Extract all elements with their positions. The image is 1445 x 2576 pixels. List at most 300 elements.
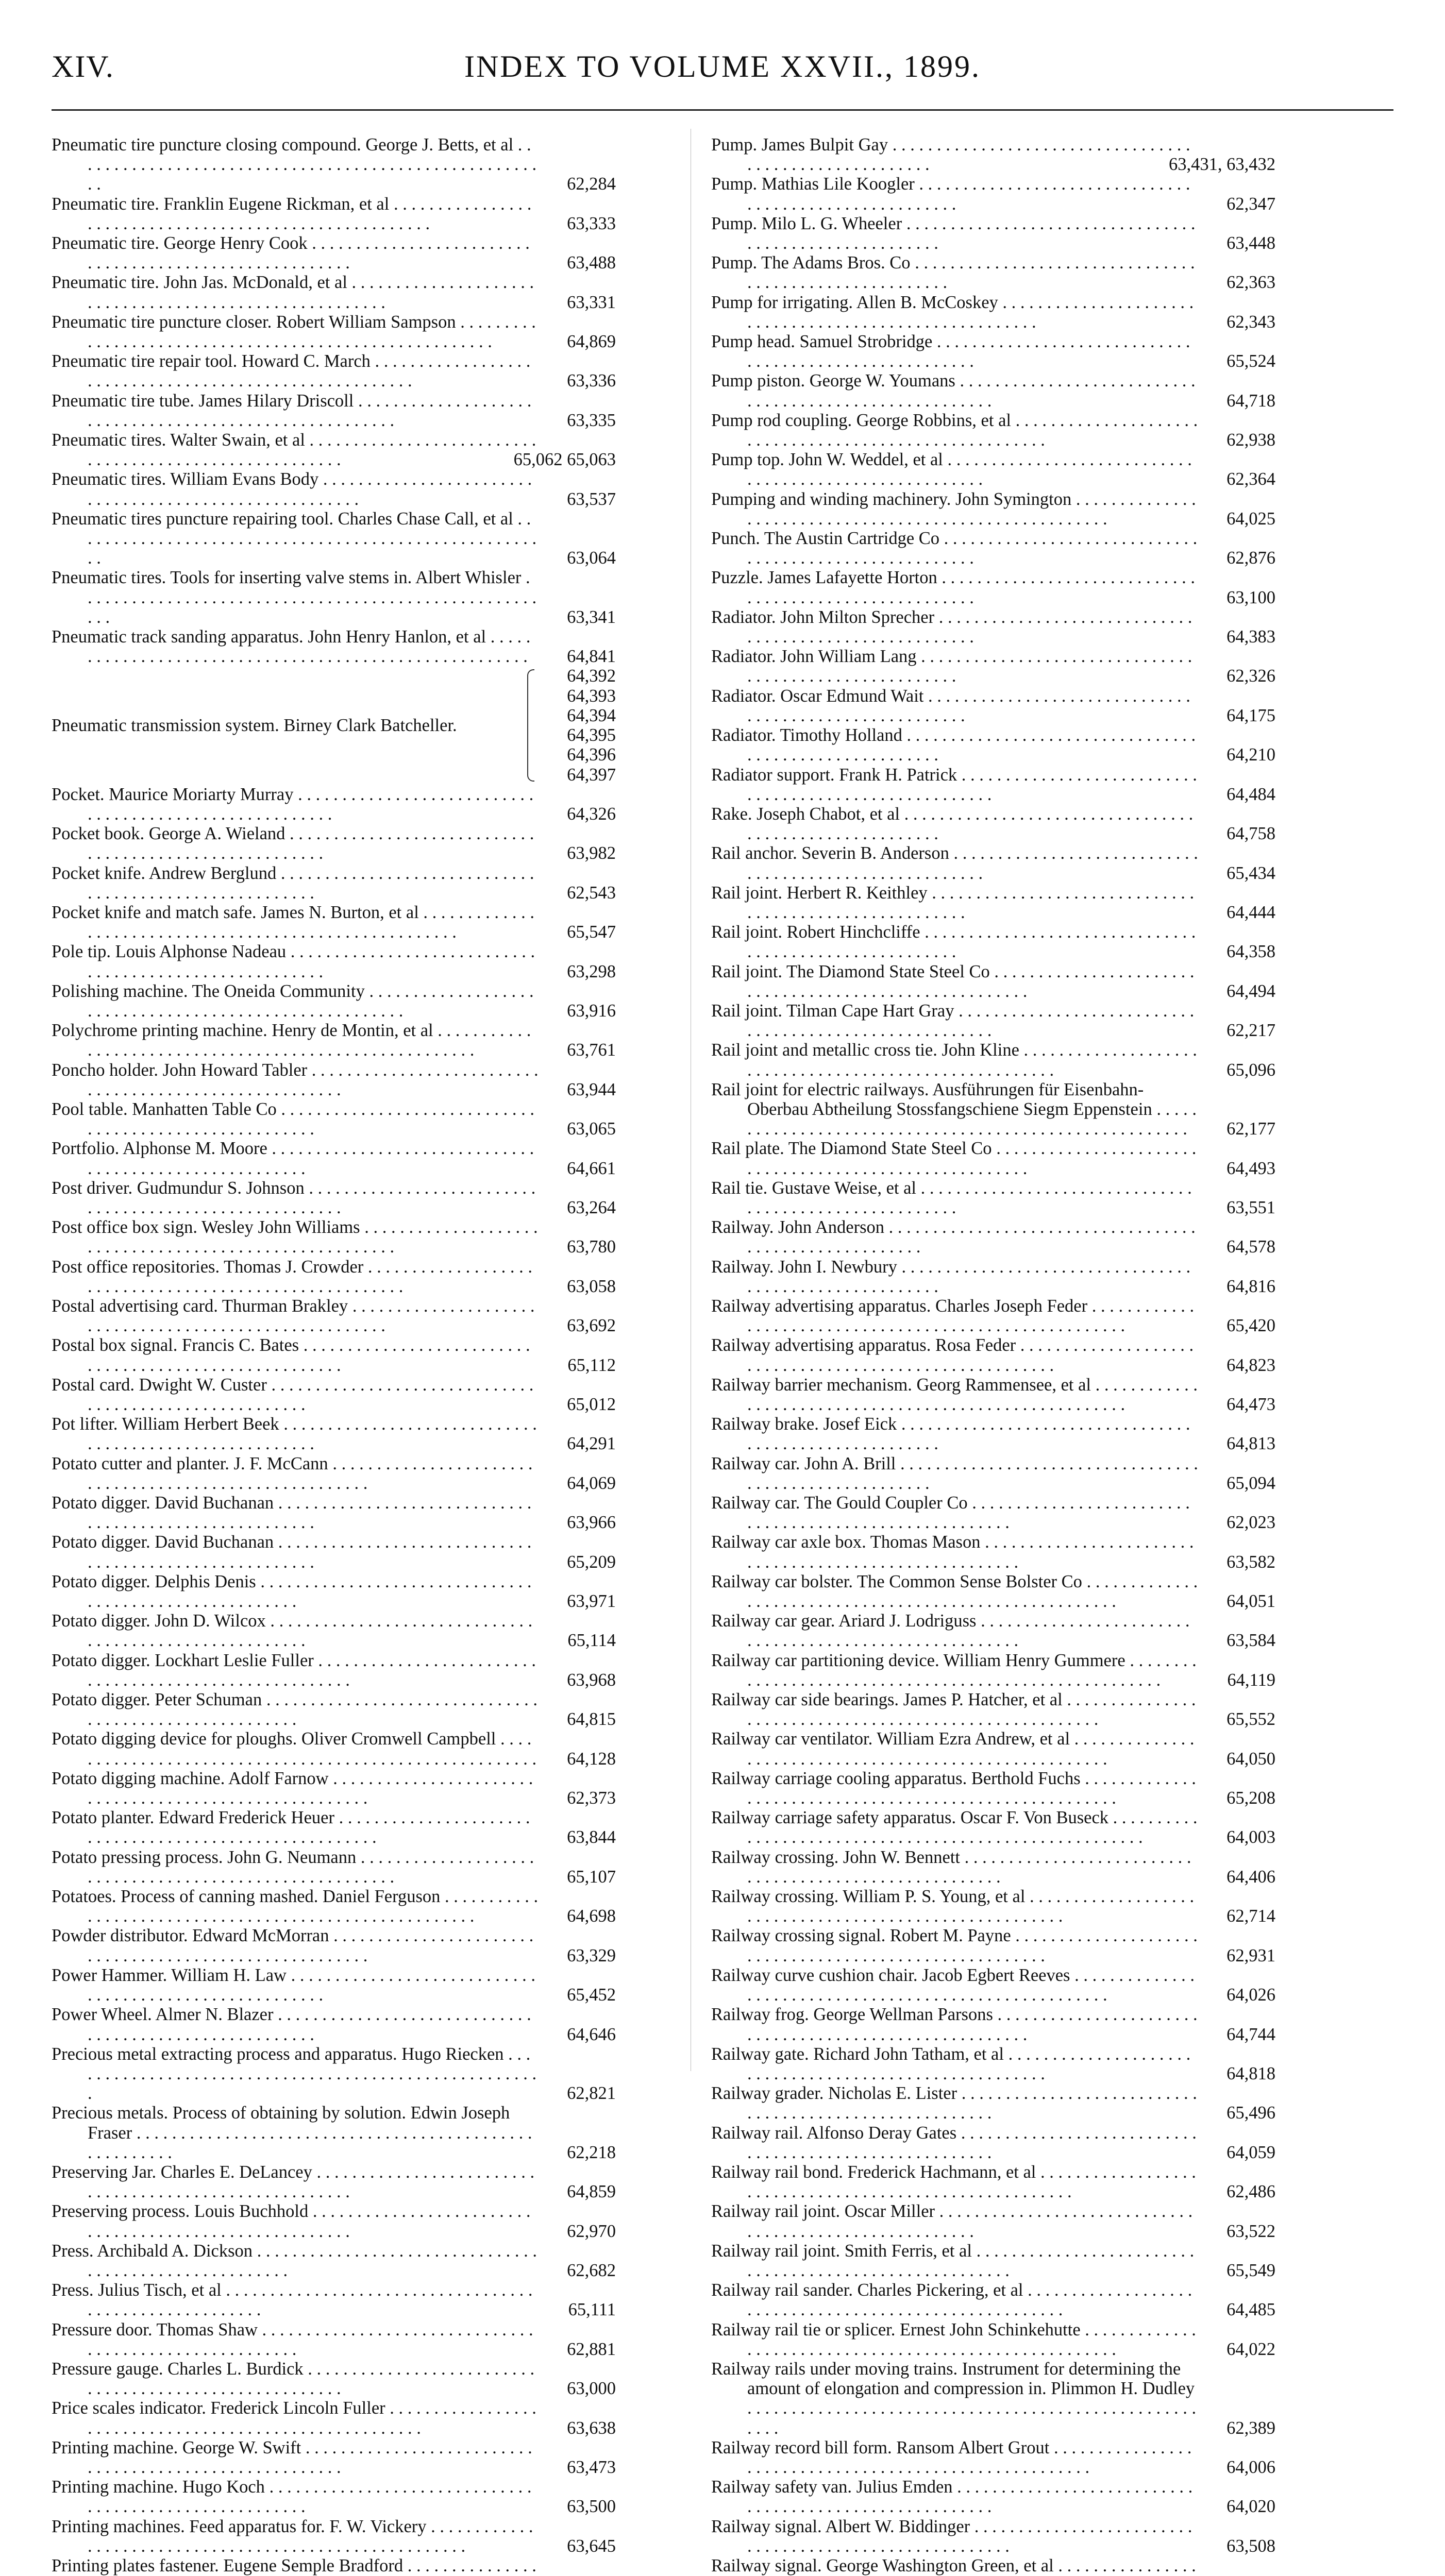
index-entry	[52, 430, 616, 469]
patent-number: 63,331	[567, 292, 616, 312]
index-entry	[52, 1178, 616, 1217]
index-entry	[52, 1021, 616, 1060]
index-entry	[52, 903, 616, 942]
index-entry	[711, 1690, 1275, 1729]
index-entry	[52, 2201, 616, 2241]
patent-number: 62,881	[567, 2339, 616, 2359]
index-entry	[711, 922, 1275, 961]
patent-number: 63,582	[1226, 1552, 1275, 1572]
index-entry	[711, 2123, 1275, 2162]
index-entry-text: Railway car ventilator. William Ezra Andrew, et al . . .	[711, 1729, 1195, 1768]
index-entry	[711, 765, 1275, 804]
index-entry	[52, 1414, 616, 1453]
patent-number: 63,944	[567, 1079, 616, 1099]
index-entry-text: Railway signal. George Washington Green, et al . . .	[711, 2556, 1196, 2576]
index-entry	[52, 1257, 616, 1296]
index-entry-text: Pneumatic tire repair tool. Howard C. March . . .	[52, 351, 530, 391]
index-entry	[711, 686, 1275, 725]
index-entry-text: Railway advertising apparatus. Rosa Feder . . .	[711, 1335, 1194, 1375]
index-entry-text: Potato digger. David Buchanan . . .	[52, 1493, 531, 1532]
patent-number: 63,584	[1226, 1631, 1275, 1651]
patent-number: 64,484	[1226, 784, 1275, 804]
index-entry-text: Pressure door. Thomas Shaw . . .	[52, 2320, 533, 2359]
index-entry-text: Postal box signal. Francis C. Bates . . .	[52, 1335, 530, 1375]
index-entry-text: Railway record bill form. Ransom Albert Grout . . .	[711, 2438, 1191, 2477]
index-entry-text: Pneumatic tire tube. James Hilary Driscoll . . .	[52, 391, 531, 430]
patent-number: 63,500	[567, 2497, 616, 2517]
patent-number: 64,395	[567, 725, 616, 745]
patent-number	[1258, 2575, 1275, 2576]
index-entry-text: Pole tip. Louis Alphonse Nadeau . . .	[52, 942, 535, 981]
patent-number: 64,051	[1226, 1591, 1275, 1612]
index-entry-text: Rail joint. Herbert R. Keithley . . .	[711, 883, 1194, 922]
index-entry	[711, 1808, 1275, 1847]
index-entry-text: Potato digger. John D. Wilcox . . .	[52, 1611, 532, 1650]
index-entry	[52, 1808, 616, 1847]
index-entry	[711, 1729, 1275, 1768]
index-entry	[52, 2398, 616, 2437]
index-entry-text: Railway advertising apparatus. Charles Joseph Feder . . .	[711, 1296, 1194, 1335]
patent-number: 63,844	[567, 1827, 616, 1848]
index-entry-text: Price scales indicator. Frederick Lincoln Fuller . . .	[52, 2398, 536, 2437]
index-entry	[52, 1769, 616, 1808]
index-entry-text: Poncho holder. John Howard Tabler . . .	[52, 1060, 539, 1099]
index-entry	[711, 1375, 1275, 1414]
index-entry	[52, 2438, 616, 2477]
index-entry-text: Railway rails under moving trains. Instrument for determining the amount of elongation and compression in. Plimmon H. Dudley . . .	[711, 2359, 1196, 2438]
patent-number: 63,488	[567, 253, 616, 273]
index-entry	[52, 2320, 616, 2359]
patent-number: 65,112	[567, 1355, 616, 1375]
index-entry-text: Pump. James Bulpit Gay . . .	[711, 135, 1190, 174]
index-entry	[711, 962, 1275, 1001]
index-entry-text: Pneumatic tires. Walter Swain, et al . . .	[52, 430, 536, 469]
index-entry	[711, 1611, 1275, 1650]
index-entry	[711, 647, 1275, 686]
index-entry	[711, 253, 1275, 292]
index-entry	[711, 1493, 1275, 1532]
index-entry-text: Railway carriage cooling apparatus. Berthold Fuchs . . .	[711, 1769, 1196, 1808]
index-entry-text: Rail anchor. Severin B. Anderson . . .	[711, 843, 1198, 883]
patent-number: 64,758	[1226, 824, 1275, 844]
patent-number: 63,966	[567, 1513, 616, 1533]
index-entry	[52, 1217, 616, 1257]
index-entry-text: Radiator. John William Lang . . .	[711, 647, 1192, 686]
patent-number: 63,916	[567, 1001, 616, 1021]
index-entry	[52, 2241, 616, 2280]
index-entry	[52, 863, 616, 903]
index-entry	[52, 469, 616, 509]
index-entry	[711, 1848, 1275, 1887]
index-entry	[52, 824, 616, 863]
index-entry-text: Precious metals. Process of obtaining by solution. Edwin Joseph Fraser . . .	[52, 2103, 532, 2162]
page-number: XIV.	[52, 49, 114, 83]
index-entry-text: Pump for irrigating. Allen B. McCoskey . . .	[711, 293, 1194, 332]
patent-number: 62,486	[1226, 2182, 1275, 2202]
index-entry	[52, 1296, 616, 1335]
index-entry-text: Powder distributor. Edward McMorran . . .	[52, 1926, 533, 1965]
index-entry-text: Polishing machine. The Oneida Community . . .	[52, 981, 534, 1021]
index-entry-text: Printing plates fastener. Eugene Semple Bradford . . .	[52, 2556, 536, 2576]
index-entry-text: Railway rail. Alfonso Deray Gates . . .	[711, 2123, 1197, 2162]
patent-number: 63,264	[567, 1197, 616, 1217]
index-entry	[711, 2477, 1275, 2516]
patent-number: 64,646	[567, 2024, 616, 2044]
index-entry	[52, 1572, 616, 1611]
patent-number: 63,064	[567, 548, 616, 568]
index-entry-text: Potato pressing process. John G. Neumann . . .	[52, 1848, 534, 1887]
index-entry-text: Railway car partitioning device. William Henry Gummere . . .	[711, 1651, 1197, 1690]
index-entry	[711, 1926, 1275, 1965]
patent-number: 63,335	[567, 410, 616, 430]
patent-number: 65,547	[567, 922, 616, 942]
patent-number: 63,100	[1226, 587, 1275, 607]
index-entry-text: Rail joint. The Diamond State Steel Co . . .	[711, 962, 1195, 1001]
patent-number: 65,209	[567, 1552, 616, 1572]
patent-number: 63,448	[1226, 233, 1275, 253]
index-entry	[52, 1965, 616, 2005]
index-entry	[711, 2517, 1275, 2556]
patent-number: 63,968	[567, 1670, 616, 1690]
patent-number: 65,096	[1226, 1060, 1275, 1080]
index-entry-text: Railway rail sander. Charles Pickering, et al . . .	[711, 2280, 1192, 2319]
index-entry	[711, 1040, 1275, 1079]
index-entry	[52, 1651, 616, 1690]
index-entry	[711, 883, 1275, 922]
patent-number: 64,406	[1226, 1867, 1275, 1887]
index-entry-group	[52, 666, 616, 784]
patent-number: 64,326	[567, 804, 616, 824]
patent-number: 63,508	[1226, 2536, 1275, 2556]
index-entry	[52, 1139, 616, 1178]
patent-number: 63,638	[567, 2418, 616, 2438]
patent-number: 63,473	[567, 2457, 616, 2477]
patent-number: 64,059	[1226, 2142, 1275, 2162]
index-entry	[52, 2556, 616, 2576]
patent-number: 64,813	[1226, 1434, 1275, 1454]
index-entry	[711, 2241, 1275, 2280]
index-entry	[52, 942, 616, 981]
index-entry	[711, 607, 1275, 647]
index-entry-text: Post office box sign. Wesley John Williams . . .	[52, 1217, 538, 1257]
index-entry-text: Power Hammer. William H. Law . . .	[52, 1965, 535, 2005]
index-entry	[52, 2280, 616, 2319]
index-entry	[711, 293, 1275, 332]
index-entry-text: Pocket knife. Andrew Berglund . . .	[52, 863, 534, 903]
index-entry-text: Potato digger. David Buchanan . . .	[52, 1532, 531, 1571]
index-entry-text: Railway rail bond. Frederick Hachmann, et al . . .	[711, 2162, 1196, 2201]
index-entry	[711, 1080, 1275, 1139]
brace-icon	[527, 669, 534, 781]
patent-number: 64,815	[567, 1709, 616, 1730]
patent-number: 62,938	[1226, 430, 1275, 450]
patent-number: 64,718	[1226, 391, 1275, 411]
index-entry-text: Rail joint. Tilman Cape Hart Gray . . .	[711, 1001, 1194, 1040]
patent-number: 62,177	[1226, 1119, 1275, 1139]
index-entry-text: Railway rail tie or splicer. Ernest John Schinkehutte . . .	[711, 2320, 1196, 2359]
patent-number: 64,383	[1226, 627, 1275, 647]
index-entry	[711, 843, 1275, 883]
patent-number: 64,175	[1226, 705, 1275, 725]
index-entry-text: Potato digging device for ploughs. Oliver Cromwell Campbell . . .	[52, 1729, 536, 1768]
patent-number: 65,107	[567, 1867, 616, 1887]
index-entry	[52, 2162, 616, 2201]
patent-number: 64,050	[1226, 1749, 1275, 1769]
index-entry	[711, 1965, 1275, 2005]
index-entry-text: Pneumatic tire. Franklin Eugene Rickman, et al . . .	[52, 194, 531, 233]
index-entry	[52, 509, 616, 568]
patent-number: 62,931	[1226, 1945, 1275, 1965]
index-entry-text: Potatoes. Process of canning mashed. Daniel Ferguson . . .	[52, 1887, 538, 1926]
index-entry	[711, 2556, 1275, 2576]
index-entry	[52, 2359, 616, 2398]
index-entry-text: Railway. John I. Newbury . . .	[711, 1257, 1190, 1296]
index-entry-text: Rail joint for electric railways. Ausführungen für Eisenbahn-Oberbau Abtheilung Stossfangschiene Siegm Eppenstein . . .	[711, 1080, 1197, 1139]
index-entry	[711, 2280, 1275, 2319]
patent-number: 65,524	[1226, 351, 1275, 371]
patent-number: 64,841	[567, 647, 616, 667]
index-entry	[711, 2005, 1275, 2044]
index-entry	[711, 1532, 1275, 1571]
patent-number: 64,392	[567, 666, 616, 686]
patent-number: 65,434	[1226, 863, 1275, 883]
patent-number: 64,003	[1226, 1827, 1275, 1848]
index-entry-text: Railway car. The Gould Coupler Co . . .	[711, 1493, 1190, 1532]
index-entry-text: Pneumatic tires. Tools for inserting valve stems in. Albert Whisler . . .	[52, 568, 536, 626]
index-entry	[52, 2103, 616, 2162]
index-entry-text: Post driver. Gudmundur S. Johnson . . .	[52, 1178, 535, 1217]
patent-number: 64,393	[567, 686, 616, 706]
index-entry-text: Railway car side bearings. James P. Hatcher, et al . . .	[711, 1690, 1196, 1729]
patent-number: 64,394	[567, 705, 616, 725]
index-entry	[52, 1848, 616, 1887]
page-header	[0, 0, 1445, 108]
patent-number: 64,869	[567, 332, 616, 352]
index-entry-text: Rake. Joseph Chabot, et al . . .	[711, 804, 1193, 843]
patent-number: 64,494	[1226, 981, 1275, 1001]
patent-number: 64,006	[1226, 2457, 1275, 2477]
index-entry-text: Railway crossing. William P. S. Young, et al . . .	[711, 1887, 1194, 1926]
index-entry-text: Pump. The Adams Bros. Co . . .	[711, 253, 1195, 292]
patent-number: 63,645	[567, 2536, 616, 2556]
index-entry-text: Preserving process. Louis Buchhold . . .	[52, 2201, 531, 2241]
patent-number: 65,111	[568, 2300, 616, 2320]
patent-number	[599, 2575, 616, 2576]
index-entry-text: Railway. John Anderson . . .	[711, 1217, 1196, 1257]
index-entry	[711, 1454, 1275, 1493]
index-entry-text: Pneumatic transmission system. Birney Clark Batcheller.	[52, 715, 457, 735]
patent-number: 65,012	[567, 1395, 616, 1414]
index-entry-text: Printing machine. Hugo Koch . . .	[52, 2477, 531, 2516]
patent-number: 64,291	[567, 1434, 616, 1454]
index-entry-text: Railway rail joint. Smith Ferris, et al . . .	[711, 2241, 1194, 2280]
index-entry	[711, 371, 1275, 410]
index-entry-text: Preserving Jar. Charles E. DeLancey . . .	[52, 2162, 534, 2201]
patent-number: 63,000	[567, 2379, 616, 2399]
index-entry-text: Printing machines. Feed apparatus for. F. W. Vickery . . .	[52, 2517, 533, 2556]
index-entry-text: Rail joint and metallic cross tie. John Kline . . .	[711, 1040, 1197, 1079]
index-entry-text: Railway car bolster. The Common Sense Bolster Co . . .	[711, 1572, 1198, 1611]
index-entry	[711, 2201, 1275, 2241]
index-entry-text: Postal card. Dwight W. Custer . . .	[52, 1375, 533, 1414]
index-entry-text: Pneumatic tires puncture repairing tool. Charles Chase Call, et al . . .	[52, 509, 536, 568]
patent-number: 62,363	[1226, 273, 1275, 293]
index-entry-text: Pump piston. George W. Youmans . . .	[711, 371, 1196, 410]
patent-number: 62,682	[567, 2260, 616, 2280]
index-entry	[52, 351, 616, 391]
patent-number: 64,823	[1226, 1355, 1275, 1375]
index-entry-text: Pneumatic tire puncture closer. Robert William Sampson . . .	[52, 312, 536, 351]
index-entry-text: Portfolio. Alphonse M. Moore . . .	[52, 1139, 534, 1178]
patent-number: 63,692	[567, 1316, 616, 1336]
index-entry-text: Rail tie. Gustave Weise, et al . . .	[711, 1178, 1192, 1217]
index-entry	[711, 1414, 1275, 1453]
patent-number: 62,373	[567, 1788, 616, 1808]
index-entry	[52, 1532, 616, 1571]
patent-number: 62,821	[567, 2083, 616, 2104]
patent-number: 62,970	[567, 2221, 616, 2241]
index-entry-text: Railway crossing signal. Robert M. Payne . . .	[711, 1926, 1198, 1965]
index-entry-text: Pocket book. George A. Wieland . . .	[52, 824, 534, 863]
patent-number: 65,062 65,063	[513, 450, 616, 470]
index-entry-text: Potato digger. Peter Schuman . . .	[52, 1690, 537, 1729]
index-entry-text: Pot lifter. William Herbert Beek . . .	[52, 1414, 537, 1453]
patent-number: 63,341	[567, 607, 616, 627]
index-entry-text: Postal advertising card. Thurman Brakley . . .	[52, 1296, 534, 1335]
patent-number: 62,714	[1226, 1906, 1275, 1926]
index-entry	[52, 2044, 616, 2104]
patent-number: 62,389	[1226, 2418, 1275, 2438]
index-entry	[711, 2044, 1275, 2083]
index-entry	[711, 2359, 1275, 2438]
index-entry	[711, 1139, 1275, 1178]
index-entry	[52, 627, 616, 666]
index-entry	[711, 1572, 1275, 1611]
index-entry	[52, 1454, 616, 1493]
patent-number: 62,343	[1226, 312, 1275, 332]
index-entry	[52, 233, 616, 273]
patent-number: 63,971	[567, 1591, 616, 1612]
index-entry	[52, 981, 616, 1021]
patent-number: 62,347	[1226, 194, 1275, 214]
index-entry-text: Pneumatic tire. George Henry Cook . . .	[52, 233, 530, 273]
index-entry-text: Railway brake. Josef Eick . . .	[711, 1414, 1190, 1453]
index-entry-text: Railway barrier mechanism. Georg Rammensee, et al . . .	[711, 1375, 1198, 1414]
patent-number: 64,397	[567, 765, 616, 785]
index-entry-text: Precious metal extracting process and apparatus. Hugo Riecken . . .	[52, 2044, 536, 2103]
index-entry	[711, 1769, 1275, 1808]
patent-number: 62,876	[1226, 548, 1275, 568]
index-entry	[711, 568, 1275, 607]
patent-number-list	[527, 666, 616, 784]
patent-number: 62,284	[567, 174, 616, 194]
patent-number: 65,552	[1226, 1709, 1275, 1730]
index-entry	[711, 1257, 1275, 1296]
patent-number: 65,496	[1226, 2103, 1275, 2123]
index-entry	[52, 2005, 616, 2044]
index-entry-text: Pocket knife and match safe. James N. Burton, et al . . .	[52, 903, 534, 942]
index-entry-text: Pumping and winding machinery. John Symington . . .	[711, 489, 1196, 529]
index-entry-text: Railway crossing. John W. Bennett . . .	[711, 1848, 1191, 1887]
index-entry	[711, 2083, 1275, 2123]
patent-number: 63,537	[567, 489, 616, 509]
index-entry	[52, 1887, 616, 1926]
patent-number: 63,522	[1226, 2221, 1275, 2241]
patent-number: 64,661	[567, 1158, 616, 1178]
index-entry-text: Post office repositories. Thomas J. Crowder . . .	[52, 1257, 532, 1296]
patent-number: 65,452	[567, 1985, 616, 2005]
patent-number: 63,551	[1226, 1197, 1275, 1217]
index-entry	[711, 411, 1275, 450]
patent-number: 64,473	[1226, 1395, 1275, 1414]
patent-number: 65,549	[1226, 2260, 1275, 2280]
patent-number: 63,058	[567, 1276, 616, 1296]
patent-number: 64,025	[1226, 509, 1275, 529]
index-entry-text: Pneumatic tire puncture closing compound. George J. Betts, et al . . .	[52, 135, 536, 194]
index-entry	[711, 804, 1275, 843]
patent-number: 64,069	[567, 1473, 616, 1493]
index-entry-text: Radiator. Oscar Edmund Wait . . .	[711, 686, 1190, 725]
index-entry-text: Railway rail joint. Oscar Miller . . .	[711, 2201, 1192, 2241]
index-entry-text: Pool table. Manhatten Table Co . . .	[52, 1099, 534, 1139]
patent-number: 64,859	[567, 2182, 616, 2202]
patent-number: 62,023	[1226, 1513, 1275, 1533]
patent-number: 63,336	[567, 371, 616, 391]
index-entry	[52, 1099, 616, 1139]
patent-number: 65,114	[567, 1631, 616, 1651]
index-entry-text: Railway safety van. Julius Emden . . .	[711, 2477, 1192, 2516]
index-entry	[52, 1335, 616, 1375]
index-entry-text: Potato digging machine. Adolf Farnow . . .	[52, 1769, 533, 1808]
patent-number: 62,543	[567, 883, 616, 903]
patent-number: 64,493	[1226, 1158, 1275, 1178]
index-entry-text: Radiator. Timothy Holland . . .	[711, 725, 1196, 765]
index-entry-text: Railway carriage safety apparatus. Oscar F. Von Buseck . . .	[711, 1808, 1198, 1847]
index-entry-text: Rail joint. Robert Hinchcliffe . . .	[711, 922, 1196, 961]
patent-number: 62,326	[1226, 666, 1275, 686]
patent-number: 64,020	[1226, 2497, 1275, 2517]
patent-number: 63,431, 63,432	[1169, 155, 1275, 175]
patent-number: 63,333	[567, 213, 616, 233]
index-entry	[711, 2320, 1275, 2359]
patent-number: 62,364	[1226, 469, 1275, 489]
index-entry-text: Railway grader. Nicholas E. Lister . . .	[711, 2083, 1197, 2123]
patent-number: 64,485	[1226, 2300, 1275, 2320]
patent-number: 63,329	[567, 1945, 616, 1965]
index-entry	[52, 1060, 616, 1099]
index-entry	[52, 785, 616, 824]
patent-number: 64,744	[1226, 2024, 1275, 2044]
index-entry	[711, 1001, 1275, 1040]
index-entry	[52, 312, 616, 351]
index-entry-text: Railway signal. Albert W. Biddinger . . .	[711, 2517, 1192, 2556]
index-entry-text: Puzzle. James Lafayette Horton . . .	[711, 568, 1195, 607]
index-entry-text: Pump. Milo L. G. Wheeler . . .	[711, 214, 1195, 253]
index-entry	[52, 1690, 616, 1729]
index-entry	[52, 391, 616, 430]
index-entry-text: Railway car. John A. Brill . . .	[711, 1454, 1198, 1493]
index-entry	[52, 2477, 616, 2516]
index-entry	[52, 194, 616, 233]
index-entry-text: Pump top. John W. Weddel, et al . . .	[711, 450, 1192, 489]
patent-number: 64,026	[1226, 1985, 1275, 2005]
index-entry-text: Pressure gauge. Charles L. Burdick . . .	[52, 2359, 534, 2398]
patent-number: 64,210	[1226, 745, 1275, 765]
index-entry	[711, 450, 1275, 489]
index-entry-text: Radiator. John Milton Sprecher . . .	[711, 607, 1192, 647]
index-entry-text: Pocket. Maurice Moriarty Murray . . .	[52, 785, 533, 824]
index-entry-text: Printing machine. George W. Swift . . .	[52, 2438, 532, 2477]
